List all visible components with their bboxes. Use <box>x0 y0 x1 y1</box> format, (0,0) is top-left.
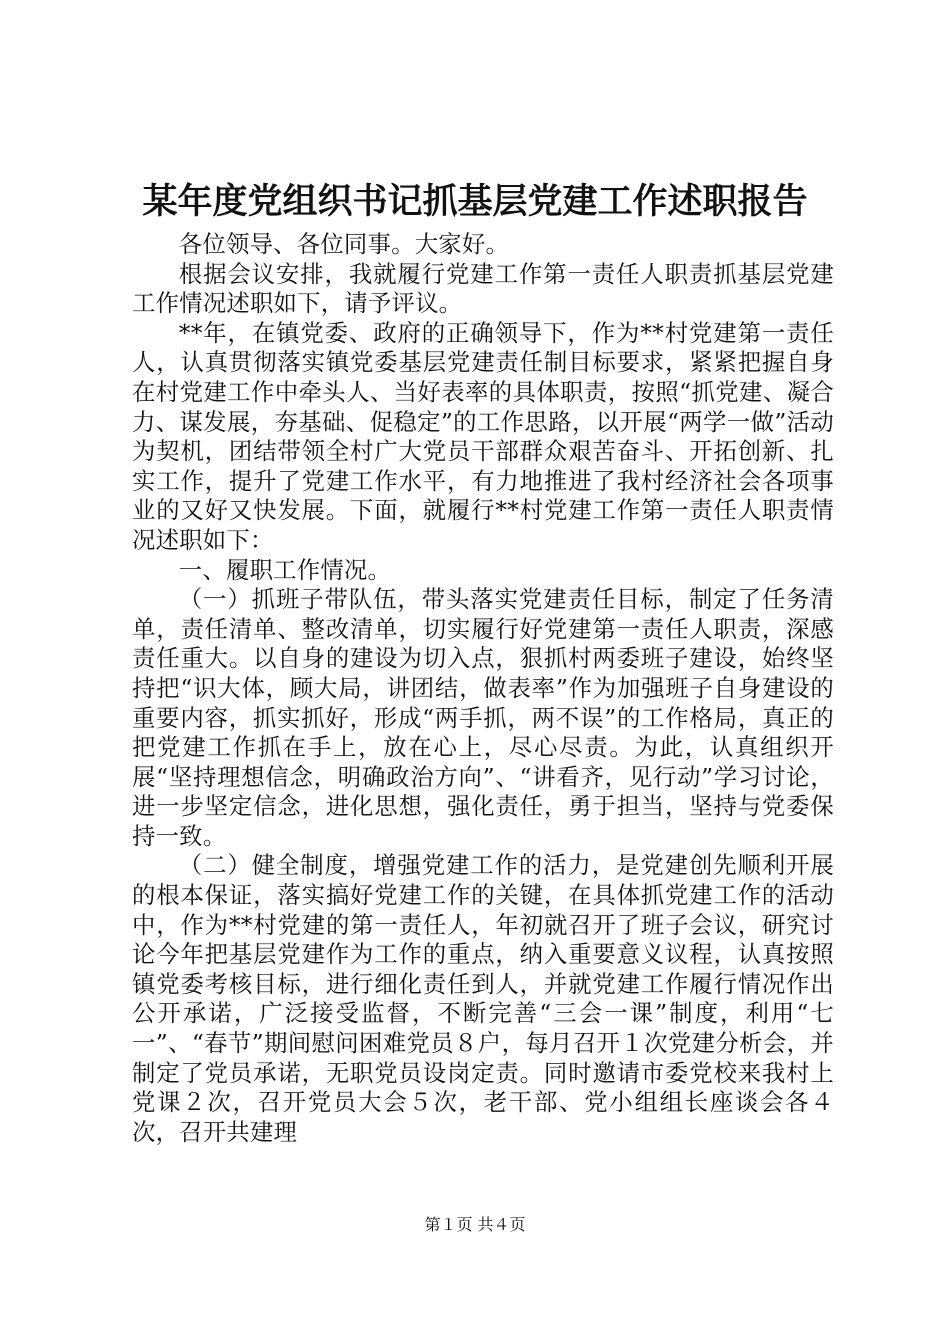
section-heading-1: 一、履职工作情况。 <box>178 555 392 584</box>
paragraph-overview: **年，在镇党委、政府的正确领导下，作为**村党建第一责任人，认真贯彻落实镇党委基层党建责任制目标要求，紧紧把握自身在村党建工作中牵头人、当好表率的具体职责，按照“抓党建、凝合力、谋发展，夯基础、促稳定”的工作思路，以开展“两学一做”活动为契机，团结带领全村广大党员干部群众艰苦奋斗、开拓创新、扎实工作，提升了党建工作水平，有力地推进了我村经济社会各项事业的又好又快发展。下面，就履行**村党建工作第一责任人职责情况述职如下： <box>132 318 834 554</box>
document-title: 某年度党组织书记抓基层党建工作述职报告 <box>142 181 808 222</box>
page-number: 第１页 共４页 <box>424 1215 526 1234</box>
paragraph-item-1: （一）抓班子带队伍，带头落实党建责任目标，制定了任务清单，责任清单、整改清单，切实履行好党建第一责任人职责，深感责任重大。以自身的建设为切入点，狠抓村两委班子建设，始终坚持把“识大体，顾大局，讲团结，做表率”作为加强班子自身建设的重要内容，抓实抓好，形成“两手抓，两不误”的工作格局，真正的把党建工作抓在手上，放在心上，尽心尽责。为此，认真组织开展“坚持理想信念，明确政治方向”、“讲看齐，见行动”学习讨论，进一步坚定信念，进化思想，强化责任，勇于担当，坚持与党委保持一致。 <box>132 585 834 850</box>
paragraph-intro: 根据会议安排，我就履行党建工作第一责任人职责抓基层党建工作情况述职如下，请予评议。 <box>132 259 834 318</box>
paragraph-item-2: （二）健全制度，增强党建工作的活力，是党建创先顺利开展的根本保证，落实搞好党建工作的关键，在具体抓党建工作的活动中，作为**村党建的第一责任人，年初就召开了班子会议，研究讨论今年把基层党建作为工作的重点，纳入重要意义议程，认真按照镇党委考核目标，进行细化责任到人，并就党建工作履行情况作出公开承诺，广泛接受监督，不断完善“三会一课”制度，利用“七一”、“春节”期间慰问困难党员８户，每月召开１次党建分析会，并制定了党员承诺，无职党员设岗定责。同时邀请市委党校来我村上党课２次，召开党员大会５次，老干部、党小组组长座谈会各４次，召开共建理 <box>132 851 834 1146</box>
document-body <box>132 230 834 1147</box>
paragraph-greeting: 各位领导、各位同事。大家好。 <box>178 230 510 258</box>
